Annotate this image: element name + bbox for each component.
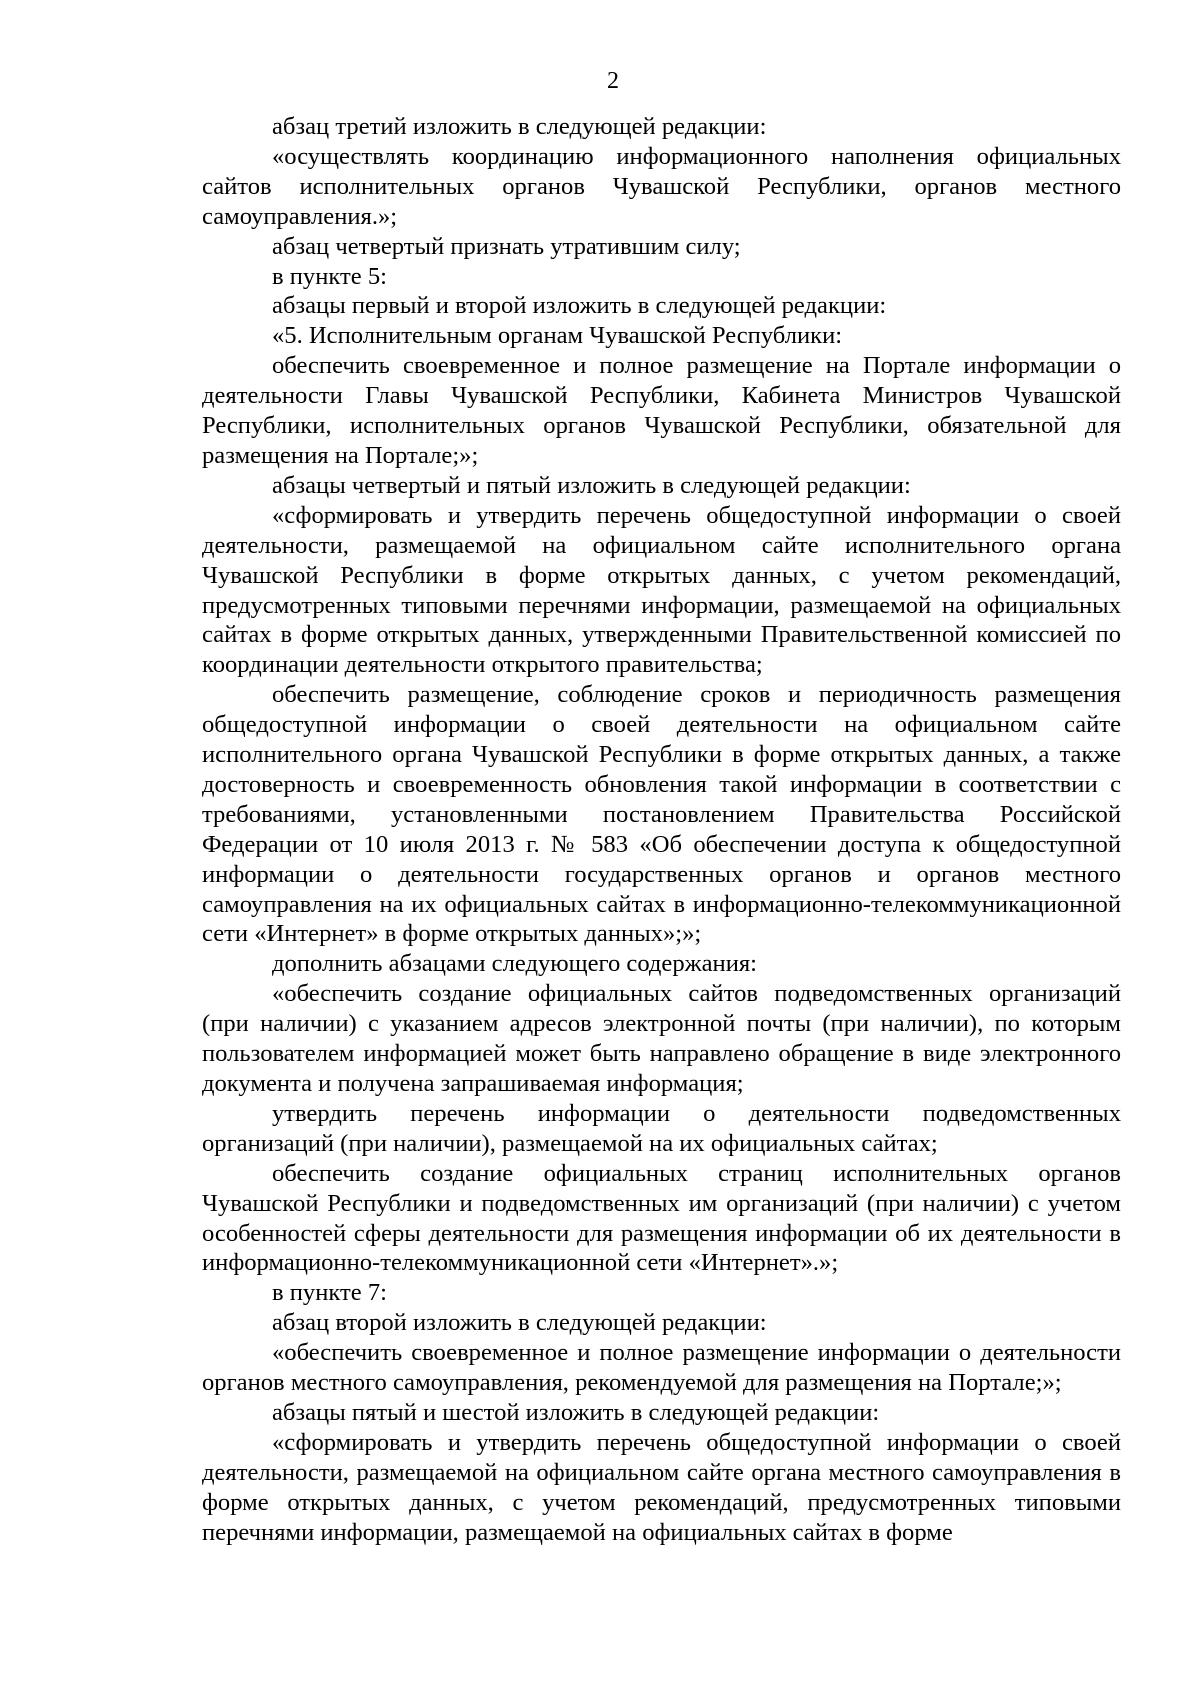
paragraph: «обеспечить создание официальных сайтов подведомственных организаций (при наличии) с указанием адресов электронной почты (при наличии), по которым пользователем информацией может быть направлено обращение в виде электронного документа и получена запрашиваемая информация; [202,980,1121,1097]
paragraph: абзац второй изложить в следующей редакции: [272,1309,767,1337]
paragraph: утвердить перечень информации о деятельности подведомственных организаций (при наличии), размещаемой на их официальных сайтах; [202,1099,1121,1157]
paragraph: «обеспечить своевременное и полное размещение информации о деятельности органов местного самоуправления, рекомендуемой для размещения на Портале;»; [202,1339,1121,1397]
document-body [202,112,1121,1548]
paragraph: абзац третий изложить в следующей редакции: [272,113,767,140]
paragraph: «осуществлять координацию информационного наполнения официальных сайтов исполнительных органов Чувашской Республики, органов местного самоуправления.»; [202,142,1121,230]
paragraph: дополнить абзацами следующего содержания: [272,950,758,978]
paragraph: «сформировать и утвердить перечень общедоступной информации о своей деятельности, размещаемой на официальном сайте органа местного самоуправления в форме открытых данных, с учетом рекомендаций, предусмотренных типовыми перечнями информации, размещаемой на официальных сайтах в форме [202,1428,1121,1546]
paragraph: обеспечить своевременное и полное размещение на Портале информации о деятельности Главы Чувашской Республики, Кабинета Министров Чувашской Республики, исполнительных органов Чувашской Республики, обязательной для размещения на Портале;»; [202,352,1121,469]
page-number: 2 [607,68,619,94]
paragraph: абзацы первый и второй изложить в следующей редакции: [272,292,887,320]
paragraph: в пункте 5: [272,262,387,290]
paragraph: абзацы пятый и шестой изложить в следующей редакции: [272,1398,880,1426]
paragraph: в пункте 7: [272,1279,387,1307]
paragraph: абзац четвертый признать утратившим силу; [272,232,741,260]
paragraph: «5. Исполнительным органам Чувашской Республики: [272,322,843,350]
paragraph: обеспечить создание официальных страниц исполнительных органов Чувашской Республики и подведомственных им организаций (при наличии) с учетом особенностей сферы деятельности для размещения информации об их деятельности в информационно-телекоммуникационной сети «Интернет».»; [202,1159,1121,1277]
paragraph: обеспечить размещение, соблюдение сроков и периодичность размещения общедоступной информации о своей деятельности на официальном сайте исполнительного органа Чувашской Республики в форме открытых данных, а также достоверность и своевременность обновления такой информации в соответствии с требованиями, установленными постановлением Правительства Российской Федерации от 10 июля 2013 г. № 583 «Об обеспечении доступа к общедоступной информации о деятельности государственных органов и органов местного самоуправления на их официальных сайтах в информационно-телекоммуникационной сети «Интернет» в форме открытых данных»;»; [202,681,1121,948]
paragraph: абзацы четвертый и пятый изложить в следующей редакции: [272,471,911,499]
paragraph: «сформировать и утвердить перечень общедоступной информации о своей деятельности, размещаемой на официальном сайте исполнительного органа Чувашской Республики в форме открытых данных, с учетом рекомендаций, предусмотренных типовыми перечнями информации, размещаемой на официальных сайтах в форме открытых данных, утвержденными Правительственной комиссией по координации деятельности открытого правительства; [202,501,1121,679]
